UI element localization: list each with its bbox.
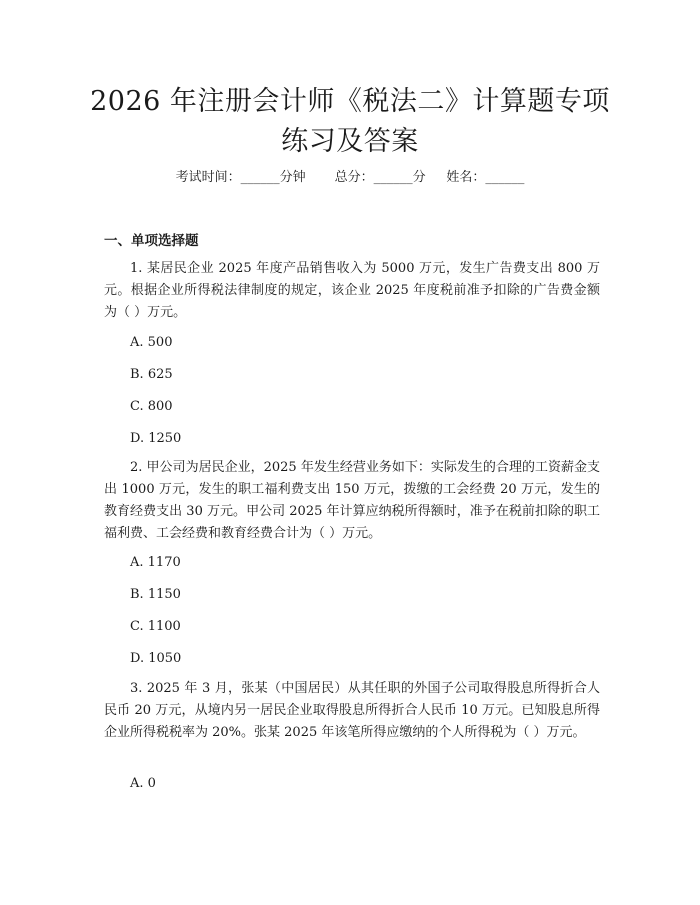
total-score-label: 总分： <box>334 170 374 185</box>
question-1-option-d: D. 1250 <box>130 431 182 446</box>
total-score-blank: ______ <box>373 170 413 185</box>
exam-time-unit: 分钟 <box>279 170 306 185</box>
question-1-option-a: A. 500 <box>130 335 173 350</box>
exam-info-line <box>0 168 700 188</box>
question-1-text: 1. 某居民企业 2025 年度产品销售收入为 5000 万元，发生广告费支出 800 万元。根据企业所得税法律制度的规定，该企业 2025 年度税前准予扣除的广告费金额为（ ）万元。 <box>104 261 600 320</box>
total-score-unit: 分 <box>412 170 426 185</box>
document-title: 2026 年注册会计师《税法二》计算题专项练习及答案 <box>90 86 610 157</box>
exam-time-label: 考试时间： <box>175 170 241 185</box>
question-2-option-b: B. 1150 <box>130 587 181 602</box>
question-2-option-a: A. 1170 <box>130 555 181 570</box>
name-label: 姓名： <box>446 170 486 185</box>
question-3-option-a: A. 0 <box>130 776 156 791</box>
question-1-option-c: C. 800 <box>130 399 173 414</box>
question-2-option-c: C. 1100 <box>130 619 181 634</box>
name-blank: ______ <box>485 170 525 185</box>
exam-time-blank: ______ <box>240 170 280 185</box>
question-1-option-b: B. 625 <box>130 367 173 382</box>
question-3-text: 3. 2025 年 3 月，张某（中国居民）从其任职的外国子公司取得股息所得折合人民币 20 万元，从境内另一居民企业取得股息所得折合人民币 10 万元。已知股息所得企业所得税税率为 20%。张某 2025 年该笔所得应缴纳的个人所得税为（ ）万元。 <box>104 681 600 740</box>
section-heading: 一、单项选择题 <box>104 233 199 249</box>
question-2-option-d: D. 1050 <box>130 651 182 666</box>
question-2-text: 2. 甲公司为居民企业，2025 年发生经营业务如下：实际发生的合理的工资薪金支出 1000 万元，发生的职工福利费支出 150 万元，拨缴的工会经费 20 万元，发生的教育经费支出 30 万元。甲公司 2025 年计算应纳税所得额时，准予在税前扣除的职工福利费、工会经费和教育经费合计为（ ）万元。 <box>104 460 600 541</box>
